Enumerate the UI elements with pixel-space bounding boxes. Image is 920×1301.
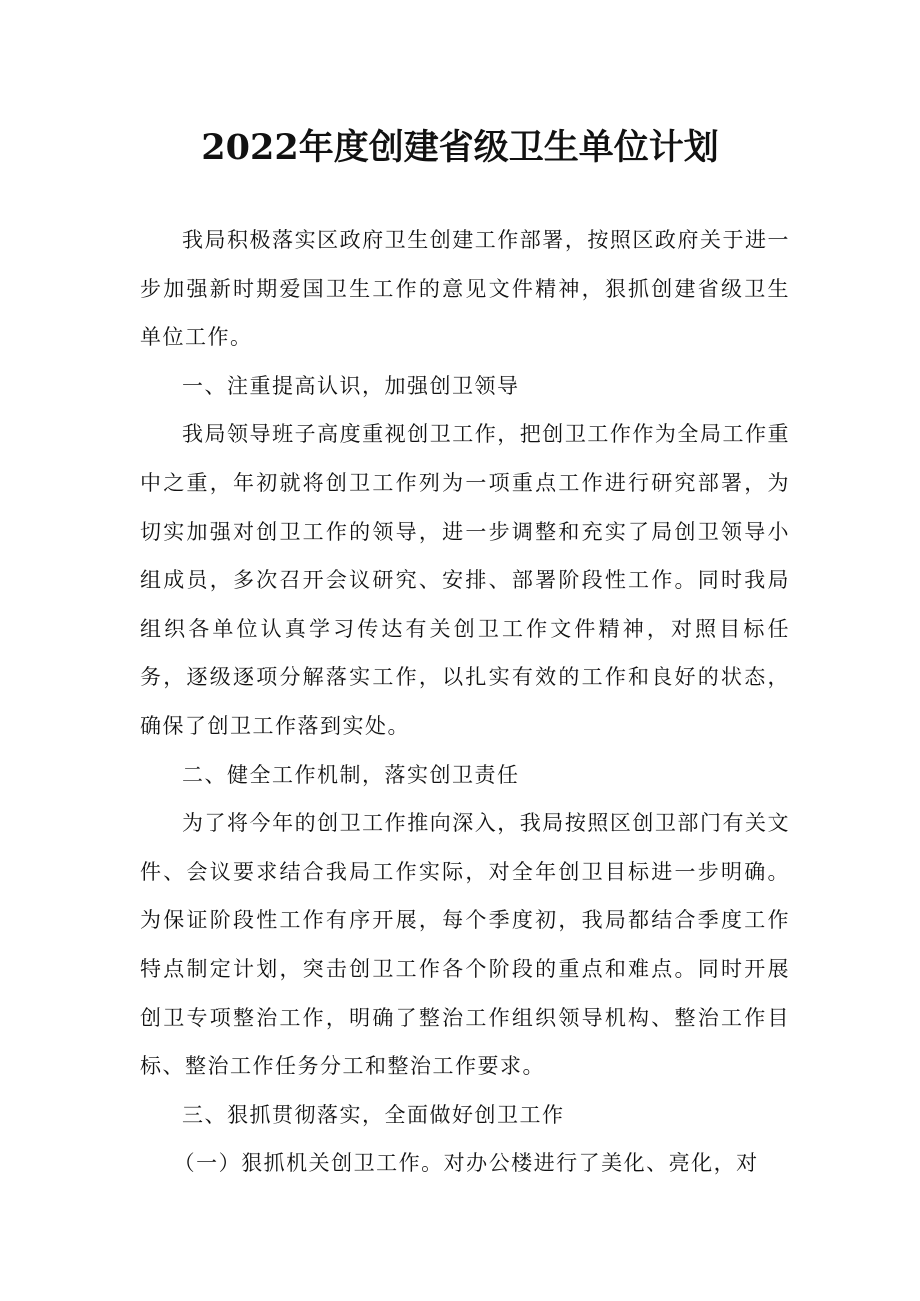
document-title: 2022年度创建省级卫生单位计划 <box>201 127 719 168</box>
section-2-paragraph: 为了将今年的创卫工作推向深入，我局按照区创卫部门有关文件、会议要求结合我局工作实际，对全年创卫目标进一步明确。为保证阶段性工作有序开展，每个季度初，我局都结合季度工作特点制定计划，突击创卫工作各个阶段的重点和难点。同时开展创卫专项整治工作，明确了整治工作组织领导机构、整治工作目标、整治工作任务分工和整治工作要求。 <box>140 811 790 1079</box>
document-body <box>140 216 790 1188</box>
section-heading-3: 三、狠抓贯彻落实，全面做好创卫工作 <box>182 1102 565 1127</box>
section-1-paragraph: 我局领导班子高度重视创卫工作，把创卫工作作为全局工作重中之重，年初就将创卫工作列为一项重点工作进行研究部署，为切实加强对创卫工作的领导，进一步调整和充实了局创卫领导小组成员，多次召开会议研究、安排、部署阶段性工作。同时我局组织各单位认真学习传达有关创卫工作文件精神，对照目标任务，逐级逐项分解落实工作，以扎实有效的工作和良好的状态，确保了创卫工作落到实处。 <box>140 422 790 738</box>
section-heading-1: 一、注重提高认识，加强创卫领导 <box>182 373 520 398</box>
intro-paragraph: 我局积极落实区政府卫生创建工作部署，按照区政府关于进一步加强新时期爱国卫生工作的意见文件精神，狠抓创建省级卫生单位工作。 <box>140 228 790 350</box>
section-heading-2: 二、健全工作机制，落实创卫责任 <box>182 762 520 787</box>
subsection-1-paragraph: （一）狠抓机关创卫工作。对办公楼进行了美化、亮化，对 <box>173 1151 759 1176</box>
